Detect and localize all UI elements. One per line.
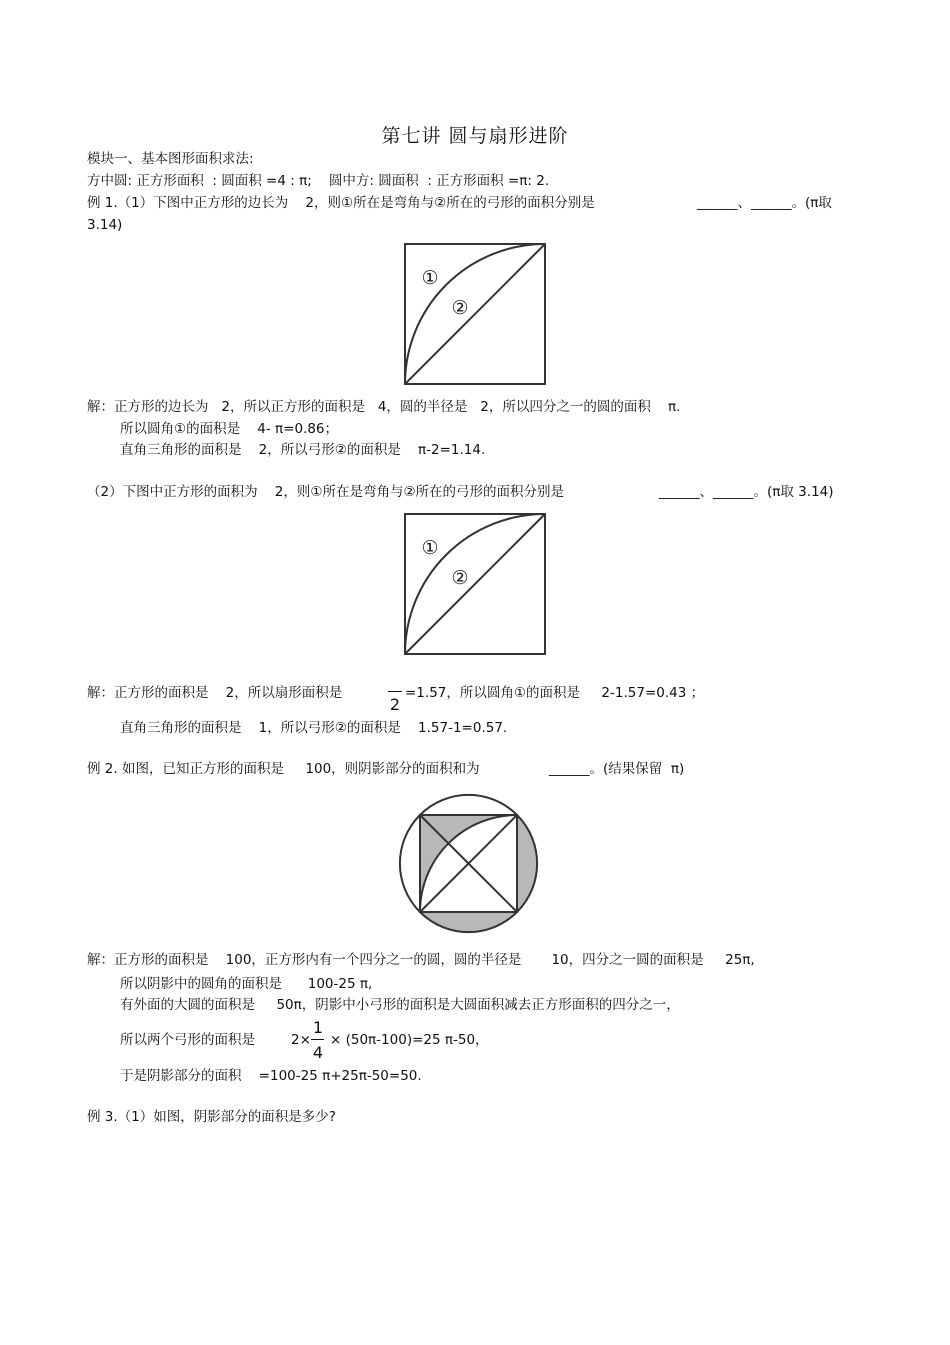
page-title: 第七讲 圆与扇形进阶 — [381, 125, 569, 147]
ex1-1-solution-3: 直角三角形的面积是 2，所以弓形②的面积是 π-2=1.14. — [120, 442, 486, 458]
ratio-line: 方中圆: 正方形面积 : 圆面积 =4 : π; 圆中方: 圆面积 : 正方形面积 =π: 2. — [87, 173, 550, 189]
ex2-question: 例 2. 如图，已知正方形的面积是 100，则阴影部分的面积和为 — [87, 761, 480, 777]
module-heading: 模块一、基本图形面积求法: — [87, 151, 254, 167]
ex1-2-question: （2）下图中正方形的面积为 2，则①所在是弯角与②所在的弓形的面积分别是 — [87, 484, 565, 500]
fraction-denominator: 4 — [312, 1043, 324, 1062]
ex1-2-blanks: ______、______。(π取 3.14) — [659, 484, 834, 500]
fraction-denominator: 2 — [389, 695, 401, 714]
ex2-solution-1: 解：正方形的面积是 100，正方形内有一个四分之一的圆，圆的半径是 10，四分之一圆的面积是 25π, — [87, 952, 755, 968]
region-label-1: ① — [421, 267, 439, 289]
ex1-1-question: 例 1.（1）下图中正方形的边长为 2，则①所在是弯角与②所在的弓形的面积分别是 — [87, 195, 595, 211]
ex1-1-figure — [395, 236, 555, 392]
ex1-2-solution-1b: =1.57，所以圆角①的面积是 2-1.57=0.43 ； — [405, 685, 705, 701]
ex2-solution-4a: 所以两个弓形的面积是 — [120, 1032, 255, 1048]
ex1-1-question-cont: 3.14) — [87, 217, 123, 233]
diagonal — [405, 514, 545, 654]
ex2-solution-3: 有外面的大圆的面积是 50π，阴影中小弓形的面积是大圆面积减去正方形面积的四分之一， — [120, 997, 680, 1013]
ex2-solution-4b: × (50π-100)=25 π-50， — [330, 1032, 489, 1048]
ex3-question: 例 3.（1）如图，阴影部分的面积是多少? — [87, 1109, 336, 1125]
ex2-figure — [395, 790, 555, 950]
fraction-numerator: 1 — [312, 1018, 324, 1037]
ex1-2-solution-1a: 解：正方形的面积是 2，所以扇形面积是 — [87, 685, 343, 701]
ex1-1-solution-1: 解：正方形的边长为 2，所以正方形的面积是 4，圆的半径是 2，所以四分之一的圆的面积 π. — [87, 399, 681, 415]
ex1-2-figure — [395, 506, 555, 662]
ex2-solution-4-two: 2× — [291, 1032, 311, 1048]
region-label-2: ② — [451, 297, 469, 319]
fraction-bar — [388, 691, 402, 692]
diagonal — [405, 244, 545, 384]
ex1-2-solution-2: 直角三角形的面积是 1，所以弓形②的面积是 1.57-1=0.57. — [120, 720, 508, 736]
ex2-blank: ______。(结果保留 π) — [549, 761, 685, 777]
region-label-2: ② — [451, 567, 469, 589]
ex1-1-solution-2: 所以圆角①的面积是 4- π=0.86； — [120, 421, 339, 437]
region-label-1: ① — [421, 537, 439, 559]
fraction-bar — [311, 1039, 324, 1040]
ex2-solution-5: 于是阴影部分的面积 =100-25 π+25π-50=50. — [120, 1068, 422, 1084]
ex1-1-blanks: ______、______。(π取 — [697, 195, 832, 211]
ex2-solution-2: 所以阴影中的圆角的面积是 100-25 π, — [120, 976, 373, 992]
